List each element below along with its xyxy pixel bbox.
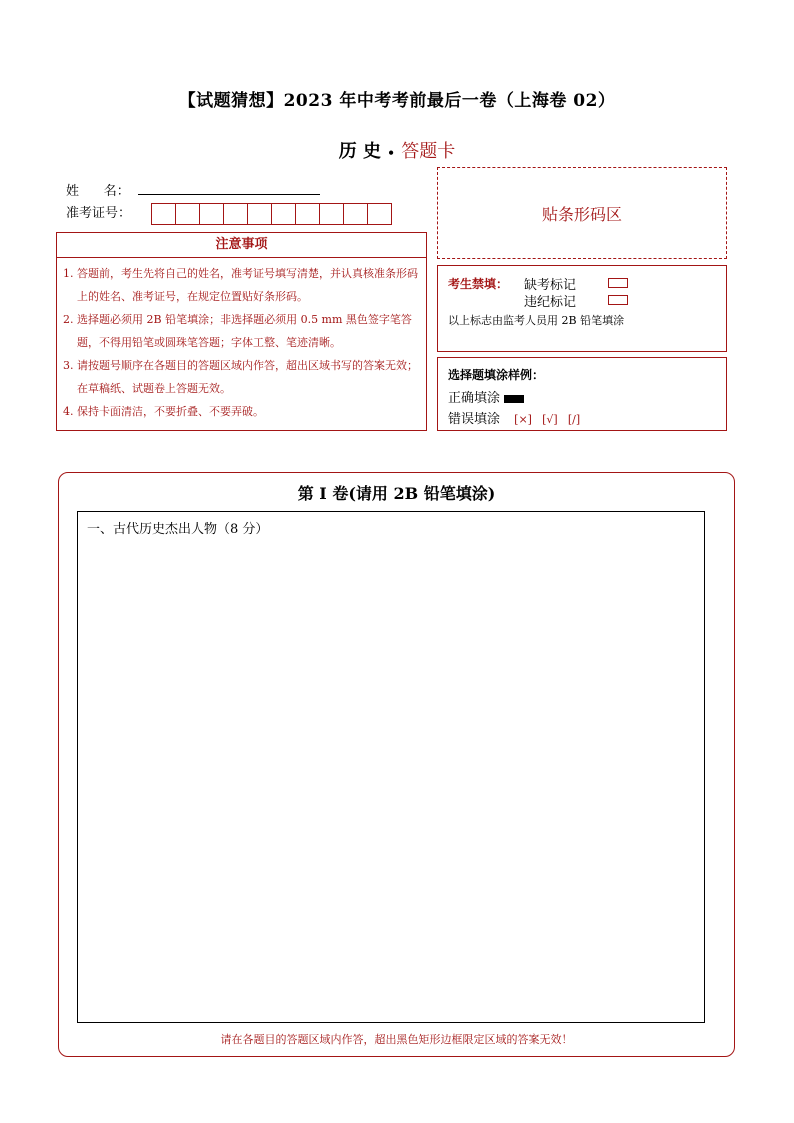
wrong-sample bbox=[448, 408, 580, 427]
answer-area[interactable] bbox=[77, 511, 705, 1023]
wrong-label: 错误填涂 bbox=[448, 412, 501, 427]
notice-text: 选择题必须用 2B 铅笔填涂；非选择题必须用 0.5 mm 黑色签字笔答题，不得用铅笔或圆珠笔答题；字体工整、笔迹清晰。 bbox=[77, 313, 412, 349]
absent-mark-box[interactable] bbox=[608, 278, 628, 288]
id-label: 准考证号： bbox=[66, 206, 132, 221]
notice-box bbox=[56, 232, 427, 431]
examiner-only-box bbox=[437, 265, 727, 352]
answer-area-warning: 请在各题目的答题区域内作答，超出黑色矩形边框限定区域的答案无效！ bbox=[220, 1033, 573, 1046]
notice-text: 答题前，考生先将自己的姓名，准考证号填写清楚，并认真核准条形码上的姓名、准考证号，在规定位置贴好条形码。 bbox=[77, 267, 418, 303]
id-digit-box[interactable] bbox=[319, 203, 344, 225]
id-digit-box[interactable] bbox=[295, 203, 320, 225]
subject-name: 历 史 bbox=[338, 141, 382, 162]
id-digit-box[interactable] bbox=[343, 203, 368, 225]
notice-number: 1. bbox=[63, 267, 74, 280]
correct-sample bbox=[448, 387, 524, 406]
question-label: 一、古代历史杰出人物（8 分） bbox=[87, 522, 269, 537]
notice-item bbox=[63, 308, 420, 354]
violation-mark-box[interactable] bbox=[608, 295, 628, 305]
notice-number: 3. bbox=[63, 359, 74, 372]
notice-title: 注意事项 bbox=[57, 233, 426, 258]
id-digit-box[interactable] bbox=[247, 203, 272, 225]
id-digit-box[interactable] bbox=[175, 203, 200, 225]
notice-list bbox=[57, 258, 426, 423]
wrong-mark-cross: [×] bbox=[514, 413, 532, 426]
wrong-mark-check: [√] bbox=[542, 413, 558, 426]
filled-mark-icon bbox=[504, 395, 524, 403]
barcode-label: 贴条形码区 bbox=[541, 204, 622, 224]
name-label: 姓 名： bbox=[66, 184, 130, 199]
barcode-area bbox=[437, 167, 727, 259]
id-digit-box[interactable] bbox=[367, 203, 392, 225]
notice-text: 请按题号顺序在各题目的答题区域内作答，超出区域书写的答案无效；在草稿纸、试题卷上答题无效。 bbox=[77, 359, 418, 395]
page-title: 【试题猜想】2023 年中考考前最后一卷（上海卷 02） bbox=[178, 91, 616, 111]
fill-sample-box bbox=[437, 357, 727, 431]
notice-item bbox=[63, 354, 420, 400]
id-digit-box[interactable] bbox=[199, 203, 224, 225]
subject-dot: • bbox=[387, 146, 395, 160]
notice-number: 4. bbox=[63, 405, 74, 418]
subject-heading bbox=[0, 137, 794, 163]
wrong-mark-slash: [/] bbox=[567, 413, 581, 426]
forbid-note: 以上标志由监考人员用 2B 铅笔填涂 bbox=[448, 314, 625, 327]
answer-card-label: 答题卡 bbox=[401, 141, 456, 162]
notice-item bbox=[63, 400, 420, 423]
notice-number: 2. bbox=[63, 313, 74, 326]
notice-text: 保持卡面清洁，不要折叠、不要弄破。 bbox=[77, 405, 264, 418]
id-digit-box[interactable] bbox=[223, 203, 248, 225]
id-digit-box[interactable] bbox=[271, 203, 296, 225]
section-one bbox=[58, 472, 735, 1057]
violation-label: 违纪标记 bbox=[524, 295, 577, 310]
sample-title: 选择题填涂样例： bbox=[448, 368, 545, 382]
absent-label: 缺考标记 bbox=[524, 278, 577, 293]
forbid-label: 考生禁填： bbox=[448, 277, 509, 291]
section-title: 第 Ⅰ 卷(请用 2B 铅笔填涂) bbox=[297, 484, 496, 503]
correct-label: 正确填涂 bbox=[448, 391, 501, 406]
notice-item bbox=[63, 262, 420, 308]
name-field[interactable] bbox=[138, 194, 320, 195]
id-digit-box[interactable] bbox=[151, 203, 176, 225]
id-number-boxes[interactable] bbox=[151, 203, 391, 225]
